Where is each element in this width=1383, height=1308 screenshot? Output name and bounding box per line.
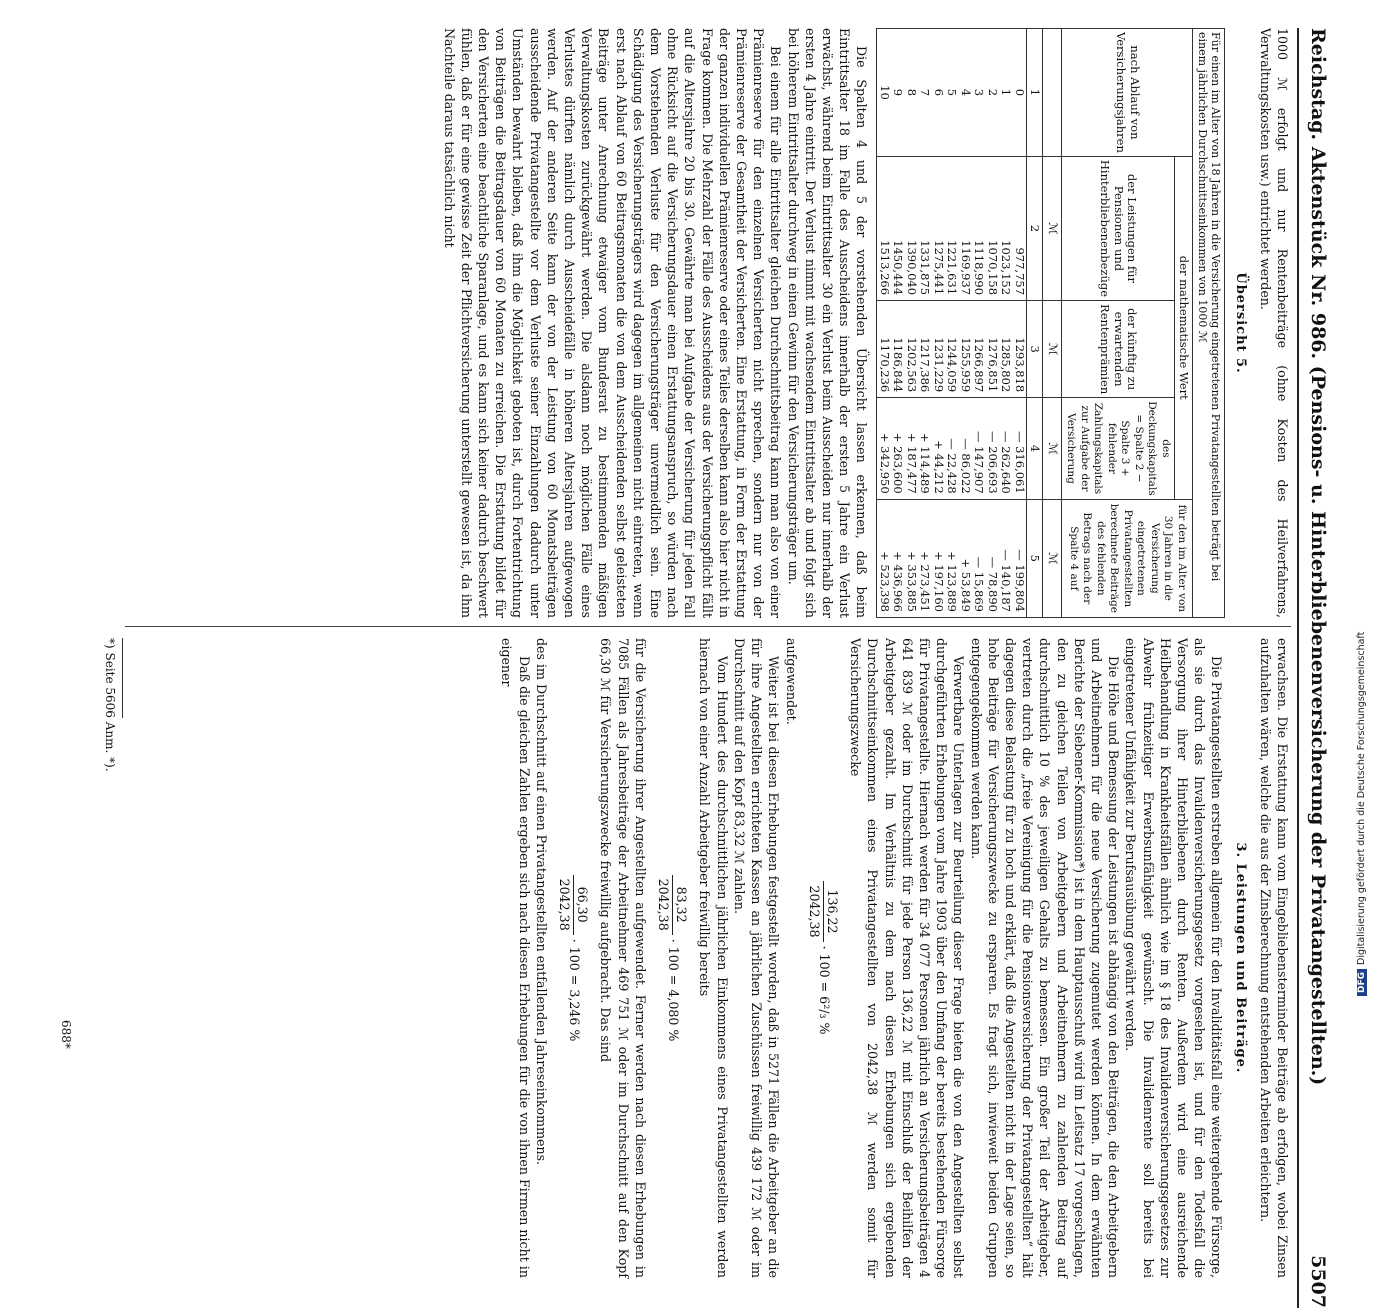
table-cell: 9 xyxy=(891,29,905,157)
paragraph: Weiter ist bei diesen Erhebungen festgestellt worden, daß in 5271 Fällen die Arbeitgeber an die für ihre Angestellten errichteten Kassen an jährlichen Zuschüssen freiwillig 439 172 ℳ oder im Durchschnitt auf den Kopf 83,32 ℳ zahlen. xyxy=(731,638,782,1278)
unit-col4: ℳ xyxy=(1043,398,1062,499)
table-cell: 1276,851 xyxy=(985,301,999,398)
header-col2: der Leistungen für Pensionen und Hinterbliebenenbezüge xyxy=(1061,156,1174,300)
unit-col3: ℳ xyxy=(1043,301,1062,398)
table-cell: 1231,229 xyxy=(931,301,945,398)
table-cell: + 436,966 xyxy=(891,499,905,617)
table-cell: + 353,885 xyxy=(904,499,918,617)
table-cell: — 316,061 xyxy=(1012,398,1026,499)
table-cell: — 78,890 xyxy=(985,499,999,617)
table-cell: — 199,804 xyxy=(1012,499,1026,617)
unit-col2: ℳ xyxy=(1043,156,1062,300)
formula-2: 83,32 2042,38 · 100 = 4,080 % xyxy=(655,638,690,1278)
paragraph: Die Spalten 4 und 5 der vorstehenden Übersicht lassen erkennen, daß beim Eintrittsalter 18 im Falle des Ausscheidens innerhalb der ersten 5 Jahre ein Verlust erwächst, während beim Eintrittsalter 30 ein Verlust beim Ausscheiden nur innerhalb der ersten 4 Jahre eintritt. Der Verlust nimmt mit wachsendem Eintrittsalter ab und folgt sich bei höherem Eintrittsalter durchweg in einen Gewinn für den Versicherungsträger um. xyxy=(785,28,870,618)
unit-col5: ℳ xyxy=(1043,499,1062,617)
table-cell: 1293,818 xyxy=(1012,301,1026,398)
paragraph: Vom Hundert des durchschnittlichen jährlichen Einkommens eines Privatangestellten werden hiernach von einer Anzahl Arbeitgeber freiwillig bereits xyxy=(697,638,730,1278)
table-cell: 1266,897 xyxy=(972,301,986,398)
column-number: 4 xyxy=(1026,398,1043,499)
table-cell: — 140,187 xyxy=(999,499,1013,617)
column-number: 3 xyxy=(1026,301,1043,398)
table-cell: 1023,152 xyxy=(999,156,1013,300)
paragraph: Bei einem für alle Eintrittsalter gleichen Durchschnittsbeitrag kann man also von einer Prämienreserve für den einzelnen Versicherten nicht sprechen, sondern nur von der Prämienreserve der Gesamtheit der Versicherten. Eine Erstattung, in Form der Erstattung der ganzen individuellen Prämienreserve oder eines Teiles derselben kann also hier nicht in Frage kommen. Die Mehrzahl der Fälle des Ausscheidens aus der Versicherungspflicht fällt auf die Altersjahre 20 bis 30. Gewährte man bei Aufgabe der Versicherung für jeden Fall ohne Rücksicht auf die Versicherungsdauer einen Erstattungsanspruch, so würden nach dem Vorstehenden Verluste für den Versicherungsträger unvermeidlich sein. Eine Schädigung des Versicherungsträgers wird dagegen im allgemeinen nicht eintreten, wenn erst nach Ablauf von 60 Beitragsmonaten die von dem Ausscheidenden selbst geleisteten Beiträge unter Anrechnung etwaiger vom Bundesrat zu bestimmenden mäßigen Verwaltungskosten zurückgewährt werden. Die alsdann noch möglichen Fälle eines Verlustes dürften nämlich durch Ausscheidefälle in höheren Altersjahren aufgewogen werden. Auf der anderen Seite kann der von der Leistung von 60 Monatsbeiträgen ausscheidende Privatangestellte vor dem Verluste seiner Einzahlungen dadurch unter Umständen bewahrt bleiben, daß ihm die Möglichkeit geboten ist, durch Fortentrichtung von Beiträgen die Beitragsdauer von 60 Monaten zu erreichen. Die Erstattung bildet für den Versicherten eine beachtliche Sparanlage, und es kann sich keiner dadurch beschwert fühlen, daß er für eine gewisse Zeit der Pflichtversicherung unterstellt gewesen ist, da ihm Nachteile daraus tatsächlich nicht xyxy=(441,28,784,618)
header-years: nach Ablauf von Versicherungsjahren xyxy=(1061,29,1193,157)
paragraph: des im Durchschnitt auf einen Privatangestellten entfallenden Jahreseinkommens. xyxy=(533,638,549,1166)
table-cell: + 44,212 xyxy=(931,398,945,499)
table-body xyxy=(877,29,1027,618)
table-row xyxy=(904,29,918,618)
table-row xyxy=(972,29,986,618)
table-cell: 1275,441 xyxy=(931,156,945,300)
table-cell: + 53,849 xyxy=(958,499,972,617)
section-heading: 3. Leistungen und Beiträge. xyxy=(1232,842,1248,1074)
header-col4: des Deckungskapitals = Spalte 2 − Spalte 3 + fehlender Zahlungskapitals zur Aufgabe der Versicherung xyxy=(1061,398,1174,499)
paragraph: erwachsen. Die Erstattung kann vom Eingebliebensterminder Beiträge ab erfolgen, wobei Zinsen aufzuhalten wären, welche die aus der Zinsberechnung entstehenden Arbeiten erleichtern. xyxy=(1257,638,1290,1278)
intro-paragraph: 1000 ℳ erfolgt und nur Rentenbeiträge (ohne Kosten des Heilverfahrens, Verwaltungskosten usw.) entrichtet werden. xyxy=(1257,28,1290,618)
table-cell: 0 xyxy=(1012,29,1026,157)
table-cell: 1513,266 xyxy=(877,156,891,300)
paragraph: Die Privatangestellten erstreben allgemein für den Invaliditätsfall eine weitergehende Fürsorge, als sie durch das Invalidenversicherungsgesetz vorgesehen ist, und für den Todesfall die Versorgung ihrer Hinterbliebenen durch Renten. Außerdem wird eine ausreichende Heilbehandlung in Krankheitsfällen ähnlich wie im § 18 des Invalidenversicherungsgesetzes zur Abwehr frühzeitiger Erwerbsunfähigkeit gewünscht. Die Invalidenrente soll bereits bei eingetretener Unfähigkeit zur Berufsausübung gewährt werden. xyxy=(1123,638,1225,1278)
column-divider xyxy=(125,626,1291,627)
table-row xyxy=(918,29,932,618)
table-cell: 1070,158 xyxy=(985,156,999,300)
table-cell: 1255,959 xyxy=(958,301,972,398)
table-cell: + 523,398 xyxy=(877,499,891,617)
table-cell: 977,757 xyxy=(1012,156,1026,300)
right-column xyxy=(498,638,1291,1278)
table-cell: — 262,640 xyxy=(999,398,1013,499)
table-cell: + 187,477 xyxy=(904,398,918,499)
column-number: 5 xyxy=(1026,499,1043,617)
table-cell: + 123,889 xyxy=(945,499,959,617)
column-number: 2 xyxy=(1026,156,1043,300)
digitization-caption xyxy=(1356,632,1367,996)
table-cell: — 22,428 xyxy=(945,398,959,499)
table-row xyxy=(985,29,999,618)
table-cell: 1221,631 xyxy=(945,156,959,300)
table-title: Übersicht 5. xyxy=(1232,272,1248,374)
table-cell: + 342,950 xyxy=(877,398,891,499)
overview-table xyxy=(876,28,1225,618)
table-cell: 2 xyxy=(985,29,999,157)
left-column xyxy=(440,28,1291,618)
table-row xyxy=(891,29,905,618)
scanned-page xyxy=(35,10,1335,1308)
table-cell: 7 xyxy=(918,29,932,157)
table-cell: — 86,022 xyxy=(958,398,972,499)
table-cell: 5 xyxy=(945,29,959,157)
table-row xyxy=(931,29,945,618)
dfg-logo: DFG xyxy=(1357,969,1367,996)
table-cell: 1170,236 xyxy=(877,301,891,398)
table-cell: 1118,990 xyxy=(972,156,986,300)
header-page-number: 5507 xyxy=(1307,1255,1329,1308)
paragraph: aufgewendet. xyxy=(783,638,799,725)
table-cell: + 273,451 xyxy=(918,499,932,617)
page-number: 688* xyxy=(59,1020,73,1049)
table-cell: 8 xyxy=(904,29,918,157)
column-number: 1 xyxy=(1026,29,1043,157)
table-cell: + 197,160 xyxy=(931,499,945,617)
table-row xyxy=(958,29,972,618)
header-title: Reichstag. Aktenstück Nr. 986. (Pensions- u. Hinterbliebenenversicherung der Privatangestellten.) xyxy=(1307,28,1329,1086)
table-cell: 10 xyxy=(877,29,891,157)
table-cell: 1450,444 xyxy=(891,156,905,300)
table-cell: 1331,875 xyxy=(918,156,932,300)
table-cell: 1217,386 xyxy=(918,301,932,398)
table-row xyxy=(877,29,891,618)
caption-text: Digitalisierung gefördert durch die Deutsche Forschungsgemeinschaft xyxy=(1356,631,1367,965)
table-cell: — 15,869 xyxy=(972,499,986,617)
table-row xyxy=(999,29,1013,618)
table-cell: 1202,563 xyxy=(904,301,918,398)
paragraph: Daß die gleichen Zahlen ergeben sich nach diesen Erhebungen für die von ihnen Firmen nicht in eigener xyxy=(499,638,532,1278)
table-cell: 6 xyxy=(931,29,945,157)
formula-1: 136,22 2042,38 · 100 = 6²/₃ % xyxy=(806,638,841,1278)
table-cell: 1390,040 xyxy=(904,156,918,300)
header-col5: für den im Alter von 30 Jahren in die Versicherung eingetretenen Privatangestellten berechnete Beiträge des fehlenden Betrags nach der Spalte 4 auf xyxy=(1061,499,1193,617)
table-cell: 1169,937 xyxy=(958,156,972,300)
running-header xyxy=(1299,28,1329,1308)
table-cell: 1244,059 xyxy=(945,301,959,398)
header-rule xyxy=(1297,28,1299,1308)
table-cell: — 206,693 xyxy=(985,398,999,499)
formula-3: 66,30 2042,38 · 100 = 3,246 % xyxy=(556,638,591,1278)
table-cell: 3 xyxy=(972,29,986,157)
header-group: der mathematische Wert xyxy=(1174,156,1193,499)
footnote: *) Seite 5606 Anm. *). xyxy=(103,638,117,772)
table-cell: + 114,489 xyxy=(918,398,932,499)
table-cell: + 263,600 xyxy=(891,398,905,499)
paragraph: Die Höhe und Bemessung der Leistungen ist abhängig von den Beiträgen, die den Arbeitgebern und Arbeitnehmern für die neue Versicherung zugemutet werden können. In dem erwähnten Berichte der Siebener-Kommission*) ist in dem Hauptausschuß wird im Leitsatz 17 vorgeschlagen, den zu gleichen Teilen von Arbeitgebern und Arbeitnehmern zu zahlenden Beitrag auf durchschnittlich 10 % des jeweiligen Gehalts zu bemessen. Ein großer Teil der Arbeitgeber, vertreten durch die „freie Vereinigung für die Pensionsversicherung der Privatangestellten“ hält dagegen diese Belastung für zu hoch und erklärt, daß die Angestellten nicht in der Lage seien, so hohe Beiträge für Versicherungszwecke zu ersparen. Es fragt sich, inwieweit beiden Gruppen entgegengekommen werden kann. xyxy=(968,638,1122,1278)
paragraph: für die Versicherung ihrer Angestellten aufgewendet. Ferner werden nach diesen Erhebungen in 7085 Fällen als Jahresbeiträge der Arbeitnehmer 469 751 ℳ oder im Durchschnitt auf den Kopf 66,30 ℳ für Versicherungszwecke freiwillig aufgebracht. Das sind xyxy=(598,638,648,1278)
table-caption: Für einen im Alter von 18 Jahren in die Versicherung eingetretenen Privatangestellten beträgt bei einem jährlichen Durchschnittseinkommen von 1000 ℳ xyxy=(1193,29,1225,618)
paragraph: Verwertbare Unterlagen zur Beurteilung dieser Frage bieten die von den Angestellten selbst durchgeführten Erhebungen vom Jahre 1903 über den Umfang der bereits bestehenden Fürsorge für Privatangestellte. Hiernach werden für 34 077 Personen jährlich an Versicherungsbeiträgen 4 641 839 ℳ oder im Durchschnitt für jede Person 136,22 ℳ mit Einschluß der Beihilfen der Arbeitgeber gezahlt. Im Verhältnis zu dem nach diesen Erhebungen sich ergebenden Durchschnittseinkommen eines Privatangestellten von 2042,38 ℳ werden somit für Versicherungszwecke xyxy=(848,638,967,1278)
footnote-rule xyxy=(122,638,123,718)
table-row xyxy=(945,29,959,618)
table-cell: 1186,844 xyxy=(891,301,905,398)
table-cell: 1285,802 xyxy=(999,301,1013,398)
table-cell: 4 xyxy=(958,29,972,157)
table-cell: 1 xyxy=(999,29,1013,157)
header-col3: der künftig zu erwartenden Rentenprämien xyxy=(1061,301,1174,398)
table-row xyxy=(1012,29,1026,618)
table-cell: — 147,907 xyxy=(972,398,986,499)
